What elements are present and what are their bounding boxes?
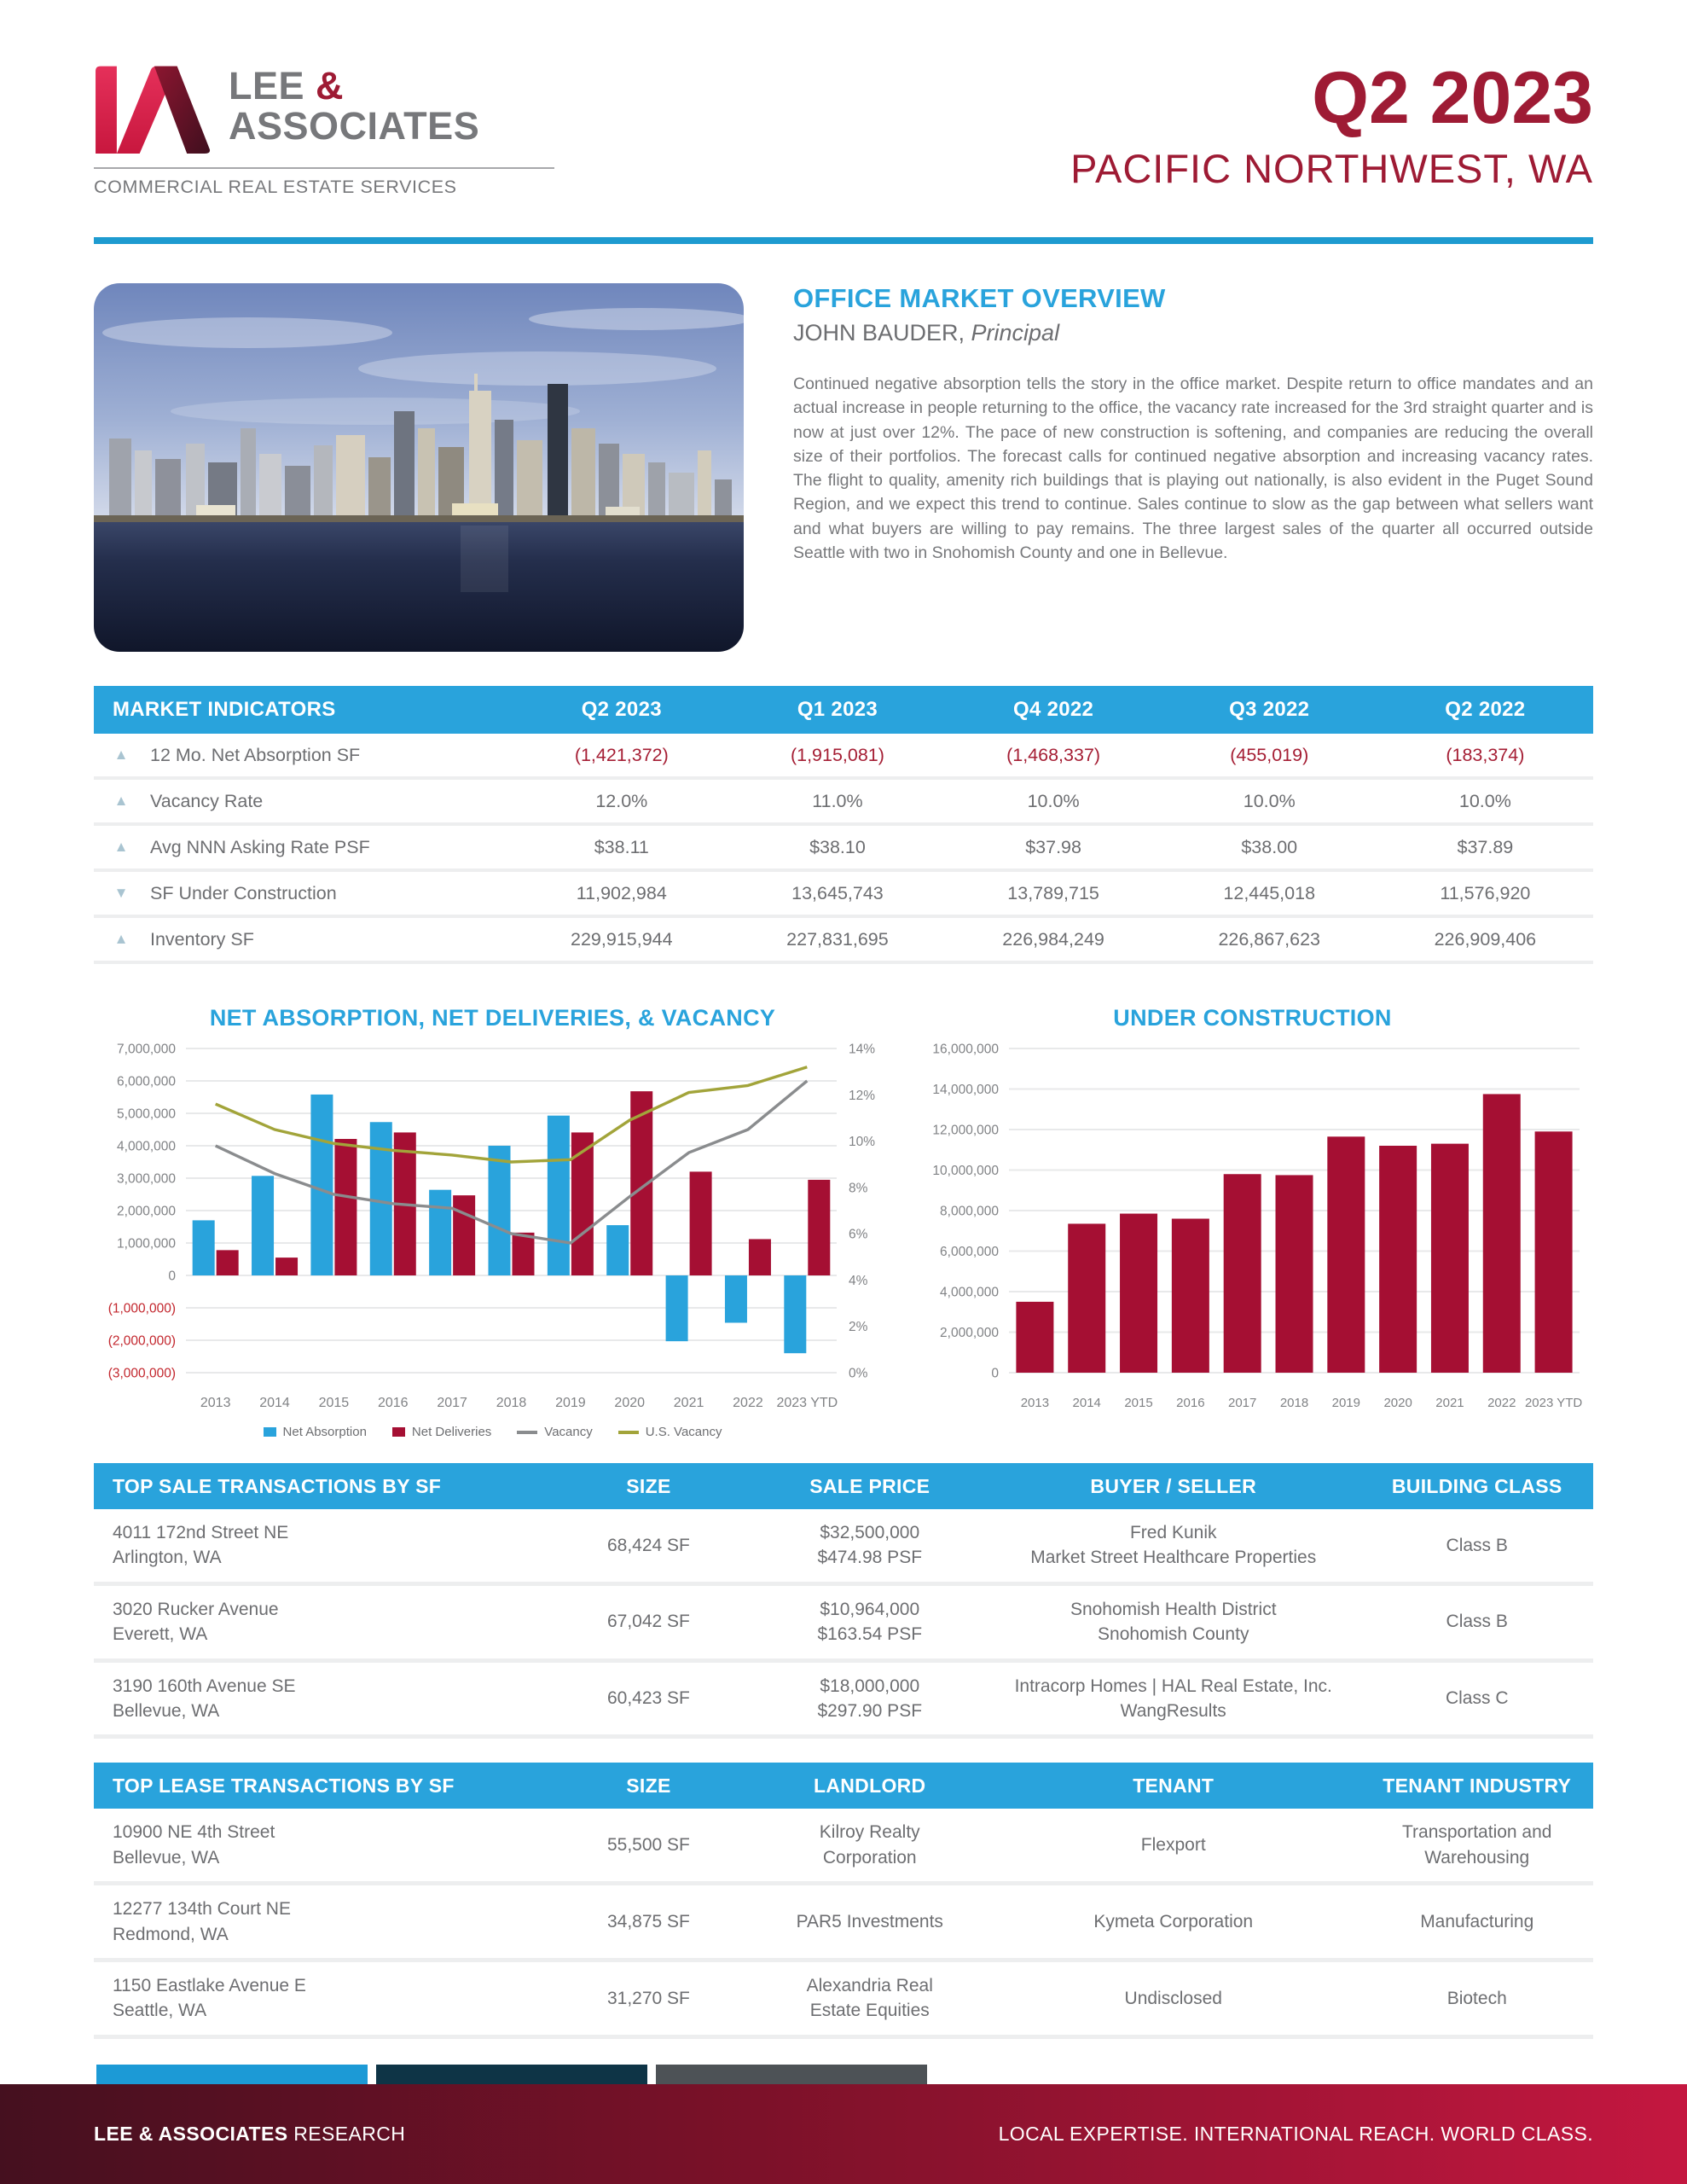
column-sale-price: SALE PRICE — [809, 1474, 930, 1497]
svg-text:2018: 2018 — [496, 1396, 527, 1410]
table-row — [94, 780, 1593, 826]
size-value: 60,423 SF — [606, 1688, 690, 1709]
overview-body: Continued negative absorption tells the story in the office market. Despite return to office mandates and an actual increase in people returning to the office, the vacancy rate increased for the 3rd straight quarter and is now at just over 12%. The pace of new construction is softening, and companies are reducing the overall size of their portfolios. The forecast calls for continued negative absorption and increasing vacancy rates. The flight to quality, amenity rich buildings that is playing out nationally, is also evident in the Puget Sound Region, and we expect this trend to continue. Sales continue to slow as the gap between what sellers want and what buyers are willing to pay remains. The three largest sales of the quarter all occurred outside Seattle with two in Snohomish County and one in Bellevue. — [793, 375, 1593, 562]
table-row — [94, 734, 1593, 780]
svg-text:10,000,000: 10,000,000 — [932, 1164, 999, 1178]
sale-table-title: TOP SALE TRANSACTIONS BY SF — [113, 1474, 442, 1497]
footer-tagline: LOCAL EXPERTISE. INTERNATIONAL REACH. WORLD CLASS. — [998, 2123, 1593, 2145]
footer-color-tabs — [0, 2065, 1687, 2084]
top-lease-transactions-table — [94, 1763, 1593, 2038]
report-quarter: Q2 2023 — [1312, 57, 1593, 139]
indicator-value: $38.00 — [1241, 836, 1298, 857]
tenant-industry-value: Biotech — [1446, 1988, 1507, 2008]
sale-price-value: $10,964,000 $163.54 PSF — [817, 1599, 923, 1645]
table-row — [94, 1663, 1593, 1740]
charts-section — [94, 1005, 1593, 1439]
svg-text:0: 0 — [168, 1269, 176, 1284]
tenant-value: Undisclosed — [1124, 1988, 1222, 2008]
indicator-label: Vacancy Rate — [150, 790, 264, 811]
property-address: 1150 Eastlake Avenue E Seattle, WA — [113, 1975, 306, 2021]
buyer-seller-value: Snohomish Health District Snohomish County — [1070, 1599, 1277, 1645]
indicator-value: 11,902,984 — [576, 882, 667, 903]
svg-text:4,000,000: 4,000,000 — [940, 1285, 999, 1300]
svg-text:2019: 2019 — [1331, 1396, 1361, 1410]
indicator-value: 12,445,018 — [1223, 882, 1316, 903]
legend-label: U.S. Vacancy — [645, 1425, 722, 1439]
svg-text:5,000,000: 5,000,000 — [117, 1107, 176, 1122]
brand-name-associates: ASSOCIATES — [229, 104, 480, 148]
lee-associates-logo-icon — [94, 60, 212, 154]
sale-price-value: $18,000,000 $297.90 PSF — [817, 1676, 923, 1721]
tenant-industry-value: Manufacturing — [1420, 1911, 1534, 1931]
indicator-value: $38.10 — [809, 836, 866, 857]
legend-item — [618, 1425, 722, 1439]
report-title-block — [1070, 57, 1593, 192]
property-address: 3190 160th Avenue SE Bellevue, WA — [113, 1676, 296, 1721]
svg-text:6,000,000: 6,000,000 — [940, 1245, 999, 1259]
legend-swatch-icon — [264, 1427, 276, 1437]
legend-swatch-icon — [392, 1427, 405, 1437]
column-q4-2022: Q4 2022 — [1012, 698, 1094, 721]
sale-price-value: $32,500,000 $474.98 PSF — [817, 1523, 923, 1568]
svg-text:2014: 2014 — [1072, 1396, 1101, 1410]
under-construction-chart — [913, 1005, 1591, 1439]
brand-name — [229, 64, 480, 148]
overview-title: OFFICE MARKET OVERVIEW — [793, 283, 1166, 313]
legend-item — [392, 1425, 491, 1439]
svg-text:8%: 8% — [849, 1181, 868, 1196]
indicator-value: $37.98 — [1025, 836, 1081, 857]
footer-band — [0, 2084, 1687, 2184]
column-size: SIZE — [626, 1474, 671, 1497]
chart-legend — [94, 1425, 891, 1439]
market-indicators-title: MARKET INDICATORS — [113, 698, 336, 721]
indicator-value: 227,831,695 — [786, 928, 889, 950]
indicator-label: 12 Mo. Net Absorption SF — [150, 744, 361, 765]
brand-logo — [94, 60, 554, 198]
table-row — [94, 1586, 1593, 1663]
indicator-value: $38.11 — [594, 836, 649, 857]
svg-text:16,000,000: 16,000,000 — [932, 1042, 999, 1057]
svg-text:6,000,000: 6,000,000 — [117, 1074, 176, 1089]
size-value: 55,500 SF — [606, 1835, 690, 1856]
indicator-label: Avg NNN Asking Rate PSF — [150, 836, 370, 857]
svg-text:2015: 2015 — [318, 1396, 350, 1410]
column-landlord: LANDLORD — [814, 1774, 926, 1797]
indicator-value: 11,576,920 — [1440, 882, 1531, 903]
svg-text:2016: 2016 — [1176, 1396, 1205, 1410]
svg-text:2020: 2020 — [1383, 1396, 1412, 1410]
size-value: 31,270 SF — [606, 1988, 690, 2008]
brand-ampersand: & — [316, 64, 345, 108]
legend-line-icon — [517, 1431, 537, 1434]
indicator-value: 11.0% — [812, 790, 863, 811]
legend-label: Net Absorption — [282, 1425, 367, 1439]
legend-item — [264, 1425, 367, 1439]
svg-text:6%: 6% — [849, 1227, 868, 1242]
property-address: 12277 134th Court NE Redmond, WA — [113, 1899, 291, 1944]
footer-tab-blue — [96, 2065, 368, 2084]
svg-text:2018: 2018 — [1279, 1396, 1309, 1410]
property-address: 4011 172nd Street NE Arlington, WA — [113, 1523, 289, 1568]
footer-tab-gray — [656, 2065, 927, 2084]
author-role: Principal — [965, 320, 1060, 346]
landlord-value: Alexandria Real Estate Equities — [806, 1975, 933, 2021]
indicator-value: 12.0% — [595, 790, 648, 811]
svg-text:0: 0 — [991, 1366, 999, 1381]
svg-text:2019: 2019 — [555, 1396, 586, 1410]
indicator-value: (183,374) — [1446, 744, 1525, 765]
indicator-value: 13,789,715 — [1007, 882, 1099, 903]
report-region: PACIFIC NORTHWEST, WA — [1070, 146, 1593, 191]
indicator-value: (455,019) — [1230, 744, 1309, 765]
svg-text:2013: 2013 — [200, 1396, 231, 1410]
top-sale-transactions-table — [94, 1463, 1593, 1739]
svg-text:2023 YTD: 2023 YTD — [776, 1396, 838, 1410]
indicator-label: SF Under Construction — [150, 882, 337, 903]
report-header — [0, 0, 1687, 198]
column-buyer-seller: BUYER / SELLER — [1090, 1474, 1257, 1497]
svg-text:(2,000,000): (2,000,000) — [107, 1333, 176, 1349]
indicator-value: 229,915,944 — [571, 928, 673, 950]
svg-text:2015: 2015 — [1124, 1396, 1153, 1410]
svg-text:2014: 2014 — [259, 1396, 290, 1410]
svg-text:2022: 2022 — [1487, 1396, 1516, 1410]
landlord-value: PAR5 Investments — [796, 1911, 943, 1931]
brand-name-lee: LEE — [229, 64, 316, 108]
column-tenant: TENANT — [1133, 1774, 1215, 1797]
svg-text:2,000,000: 2,000,000 — [940, 1326, 999, 1340]
indicator-value: 10.0% — [1027, 790, 1080, 811]
svg-text:14%: 14% — [849, 1042, 876, 1057]
footer-tab-navy — [376, 2065, 647, 2084]
legend-line-icon — [618, 1431, 639, 1434]
combo-chart-canvas — [94, 1038, 891, 1423]
up-arrow-icon: ▲ — [113, 746, 129, 763]
tenant-value: Flexport — [1140, 1835, 1206, 1856]
lease-table-header — [94, 1763, 1593, 1809]
table-row — [94, 918, 1593, 964]
svg-text:2021: 2021 — [1435, 1396, 1464, 1410]
tenant-industry-value: Transportation and Warehousing — [1401, 1822, 1552, 1867]
overview-author — [793, 320, 1593, 346]
market-indicators-table — [94, 686, 1593, 964]
table-row — [94, 1885, 1593, 1962]
indicator-value: 226,867,623 — [1218, 928, 1320, 950]
market-indicators-header — [94, 686, 1593, 734]
indicator-value: (1,915,081) — [790, 744, 884, 765]
svg-text:10%: 10% — [849, 1135, 876, 1150]
property-address: 3020 Rucker Avenue Everett, WA — [113, 1599, 279, 1645]
svg-text:2013: 2013 — [1020, 1396, 1050, 1410]
svg-text:3,000,000: 3,000,000 — [117, 1171, 176, 1187]
indicator-value: (1,468,337) — [1006, 744, 1101, 765]
up-arrow-icon: ▲ — [113, 931, 129, 947]
up-arrow-icon: ▲ — [113, 793, 129, 809]
seattle-skyline-photo — [94, 283, 744, 652]
table-row — [94, 1962, 1593, 2039]
header-divider — [94, 237, 1593, 244]
svg-text:2023 YTD: 2023 YTD — [1524, 1396, 1583, 1410]
indicator-label: Inventory SF — [150, 928, 254, 950]
indicator-value: 10.0% — [1243, 790, 1296, 811]
footer-brand: LEE & ASSOCIATES RESEARCH — [94, 2123, 406, 2145]
size-value: 34,875 SF — [606, 1911, 690, 1931]
svg-text:14,000,000: 14,000,000 — [932, 1083, 999, 1097]
chart-title: NET ABSORPTION, NET DELIVERIES, & VACANCY — [209, 1005, 776, 1031]
svg-text:4%: 4% — [849, 1273, 868, 1288]
market-overview — [793, 283, 1593, 652]
svg-text:12,000,000: 12,000,000 — [932, 1123, 999, 1138]
svg-text:2016: 2016 — [377, 1396, 409, 1410]
table-row — [94, 1809, 1593, 1885]
landlord-value: Kilroy Realty Corporation — [819, 1822, 920, 1867]
up-arrow-icon: ▲ — [113, 839, 129, 855]
buyer-seller-value: Fred Kunik Market Street Healthcare Properties — [1030, 1523, 1317, 1568]
indicator-value: 226,984,249 — [1002, 928, 1104, 950]
indicator-value: 10.0% — [1458, 790, 1511, 811]
size-value: 68,424 SF — [606, 1535, 690, 1555]
indicator-value: 226,909,406 — [1434, 928, 1537, 950]
page-footer — [0, 2065, 1687, 2184]
brand-tagline: COMMERCIAL REAL ESTATE SERVICES — [94, 167, 554, 198]
table-row — [94, 1509, 1593, 1586]
size-value: 67,042 SF — [606, 1612, 690, 1632]
svg-text:1,000,000: 1,000,000 — [117, 1236, 176, 1252]
table-row — [94, 872, 1593, 918]
table-row — [94, 826, 1593, 872]
overview-section — [94, 283, 1593, 652]
building-class-value: Class C — [1445, 1688, 1509, 1709]
tenant-value: Kymeta Corporation — [1093, 1911, 1254, 1931]
legend-item — [517, 1425, 592, 1439]
svg-text:2%: 2% — [849, 1320, 868, 1335]
author-name: JOHN BAUDER, — [793, 320, 965, 346]
svg-text:8,000,000: 8,000,000 — [940, 1204, 999, 1219]
svg-text:0%: 0% — [849, 1366, 868, 1381]
column-q2-2022: Q2 2022 — [1445, 698, 1526, 721]
bar-chart-canvas — [913, 1038, 1591, 1423]
property-address: 10900 NE 4th Street Bellevue, WA — [113, 1822, 275, 1867]
indicator-value: $37.89 — [1457, 836, 1514, 857]
column-tenant-industry: TENANT INDUSTRY — [1383, 1774, 1572, 1797]
brand-logo-row — [94, 60, 554, 154]
indicator-value: (1,421,372) — [574, 744, 669, 765]
chart-title: UNDER CONSTRUCTION — [1113, 1005, 1392, 1031]
column-q1-2023: Q1 2023 — [797, 698, 878, 721]
svg-text:2021: 2021 — [673, 1396, 704, 1410]
svg-text:2017: 2017 — [437, 1396, 467, 1410]
column-q3-2022: Q3 2022 — [1229, 698, 1310, 721]
net-absorption-chart — [94, 1005, 891, 1439]
svg-text:2,000,000: 2,000,000 — [117, 1204, 176, 1219]
down-arrow-icon: ▼ — [113, 885, 129, 901]
svg-text:4,000,000: 4,000,000 — [117, 1139, 176, 1154]
svg-text:2017: 2017 — [1227, 1396, 1257, 1410]
column-building-class: BUILDING CLASS — [1391, 1474, 1562, 1497]
buyer-seller-value: Intracorp Homes | HAL Real Estate, Inc. WangResults — [1014, 1676, 1332, 1721]
indicator-value: 13,645,743 — [791, 882, 884, 903]
legend-label: Net Deliveries — [411, 1425, 492, 1439]
svg-text:2022: 2022 — [733, 1396, 763, 1410]
column-size: SIZE — [626, 1774, 671, 1797]
column-q2-2023: Q2 2023 — [581, 698, 662, 721]
sale-table-header — [94, 1463, 1593, 1509]
lease-table-title: TOP LEASE TRANSACTIONS BY SF — [113, 1774, 455, 1797]
legend-label: Vacancy — [544, 1425, 593, 1439]
svg-text:12%: 12% — [849, 1088, 876, 1103]
svg-text:7,000,000: 7,000,000 — [117, 1042, 176, 1057]
building-class-value: Class B — [1446, 1535, 1508, 1555]
svg-text:(1,000,000): (1,000,000) — [107, 1301, 176, 1316]
building-class-value: Class B — [1446, 1612, 1508, 1632]
svg-text:2020: 2020 — [614, 1396, 646, 1410]
svg-text:(3,000,000): (3,000,000) — [107, 1366, 176, 1381]
